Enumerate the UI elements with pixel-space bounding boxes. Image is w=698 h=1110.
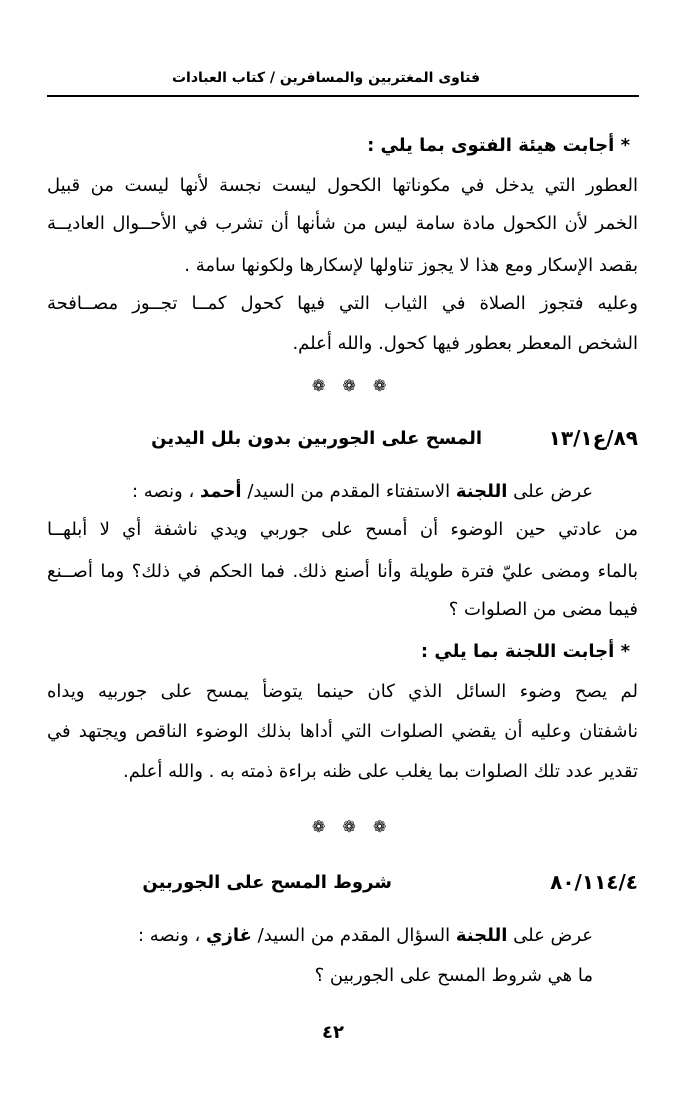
answer-line: ناشفتان وعليه أن يقضي الصلوات التي أداها بذلك الوضوء الناقص ويجتهد في: [47, 721, 638, 742]
question-line: بالماء ومضى عليّ فترة طويلة وأنا أصنع ذلك. فما الحكم في ذلك؟ وما أصــنع: [47, 561, 638, 582]
fatwa-title: شروط المسح على الجوربين: [142, 872, 392, 893]
committee-name: اللجنة: [455, 925, 508, 946]
section-ornament: ❁ ❁ ❁: [312, 376, 393, 395]
page-number: ٤٢: [322, 1022, 344, 1043]
answer-heading: * أجابت اللجنة بما يلي :: [420, 641, 630, 662]
committee-name: اللجنة: [455, 481, 508, 502]
request-intro: عرض على اللجنة السؤال المقدم من السيد/ غازي ، ونصه :: [138, 925, 593, 946]
fatwa-number: ٨٩/ع١٣/١: [548, 426, 638, 450]
paragraph-line: الشخص المعطر بعطور فيها كحول. والله أعلم.: [292, 333, 638, 354]
requester-name: أحمد: [199, 481, 242, 502]
fatwa-number: ٨٠/١١٤/٤: [550, 870, 638, 894]
question-line: من عادتي حين الوضوء أن أمسح على جوربي ويدي ناشفة أي لا أبلهــا: [47, 519, 638, 540]
request-intro: عرض على اللجنة الاستفتاء المقدم من السيد/ أحمد ، ونصه :: [131, 481, 593, 502]
question-line: ما هي شروط المسح على الجوربين ؟: [314, 965, 593, 986]
paragraph-line: بقصد الإسكار ومع هذا لا يجوز تناولها لإسكارها ولكونها سامة .: [184, 255, 638, 276]
running-header: فتاوى المغتربين والمسافرين / كتاب العبادات: [171, 70, 480, 86]
answer-line: لم يصح وضوء السائل الذي كان حينما يتوضأ يمسح على جوربيه ويداه: [47, 681, 638, 702]
paragraph-line: العطور التي يدخل في مكوناتها الكحول ليست نجسة لأنها ليست من قبيل: [47, 175, 638, 196]
answer-line: تقدير عدد تلك الصلوات بما يغلب على ظنه براءة ذمته به . والله أعلم.: [122, 761, 638, 782]
paragraph-line: الخمر لأن الكحول مادة سامة ليس من شأنها أن تشرب في الأحــوال العاديــة: [47, 213, 638, 234]
question-line: فيما مضى من الصلوات ؟: [448, 599, 638, 620]
section-ornament: ❁ ❁ ❁: [312, 817, 393, 836]
answer-heading: * أجابت هيئة الفتوى بما يلي :: [367, 135, 630, 156]
header-divider: [47, 95, 639, 97]
fatwa-title: المسح على الجوربين بدون بلل اليدين: [151, 428, 482, 449]
paragraph-line: وعليه فتجوز الصلاة في الثياب التي فيها كحول كمــا تجــوز مصــافحة: [47, 293, 638, 314]
requester-name: غازي: [206, 925, 252, 946]
